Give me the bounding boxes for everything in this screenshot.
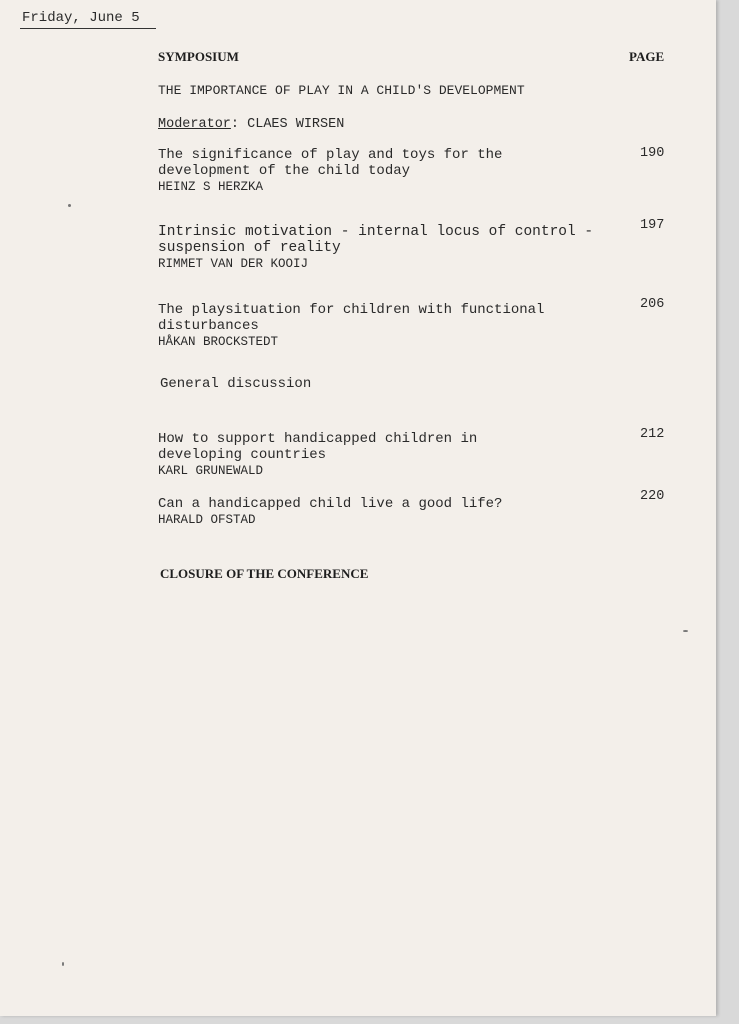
- entry-page-number: 197: [640, 218, 665, 233]
- general-discussion: General discussion: [160, 376, 312, 392]
- entry-author: HEINZ S HERZKA: [158, 180, 264, 194]
- symposium-title: THE IMPORTANCE OF PLAY IN A CHILD'S DEVELOPMENT: [158, 83, 525, 98]
- scan-speck: [68, 204, 71, 207]
- symposium-column-heading: SYMPOSIUM: [158, 49, 239, 64]
- date-underline: [20, 28, 156, 29]
- entry-title-line: developing countries: [158, 447, 327, 463]
- scan-speck: [62, 962, 64, 966]
- entry-page-number: 220: [640, 489, 665, 504]
- entry-page-number: 212: [640, 427, 665, 442]
- toc-entry: [158, 302, 544, 350]
- toc-entry: [158, 431, 477, 479]
- entry-author: KARL GRUNEWALD: [158, 464, 264, 478]
- moderator-line: [158, 117, 344, 132]
- closure-heading: CLOSURE OF THE CONFERENCE: [160, 566, 369, 581]
- moderator-name: : CLAES WIRSEN: [230, 117, 345, 132]
- entry-author: RIMMET VAN DER KOOIJ: [158, 257, 309, 271]
- entry-page-number: 190: [640, 146, 665, 161]
- toc-entry: [158, 147, 502, 195]
- entry-title-line: development of the child today: [158, 163, 411, 179]
- moderator-label: Moderator: [158, 117, 231, 132]
- scan-speck: [683, 630, 688, 632]
- toc-entry: [158, 496, 502, 528]
- entry-author: HÅKAN BROCKSTEDT: [158, 335, 279, 349]
- entry-title-line: The significance of play and toys for the: [158, 147, 503, 163]
- page-column-heading: PAGE: [629, 49, 665, 64]
- entry-title-line: How to support handicapped children in: [158, 431, 478, 447]
- entry-title-line: disturbances: [158, 318, 259, 334]
- entry-title-line: suspension of reality: [158, 240, 341, 256]
- toc-entry: [158, 224, 593, 272]
- entry-title-line: Intrinsic motivation - internal locus of control -: [158, 224, 594, 240]
- entry-title-line: Can a handicapped child live a good life?: [158, 496, 503, 512]
- entry-page-number: 206: [640, 297, 665, 312]
- date-heading: Friday, June 5: [22, 10, 140, 26]
- entry-author: HARALD OFSTAD: [158, 513, 256, 527]
- entry-title-line: The playsituation for children with functional: [158, 302, 545, 318]
